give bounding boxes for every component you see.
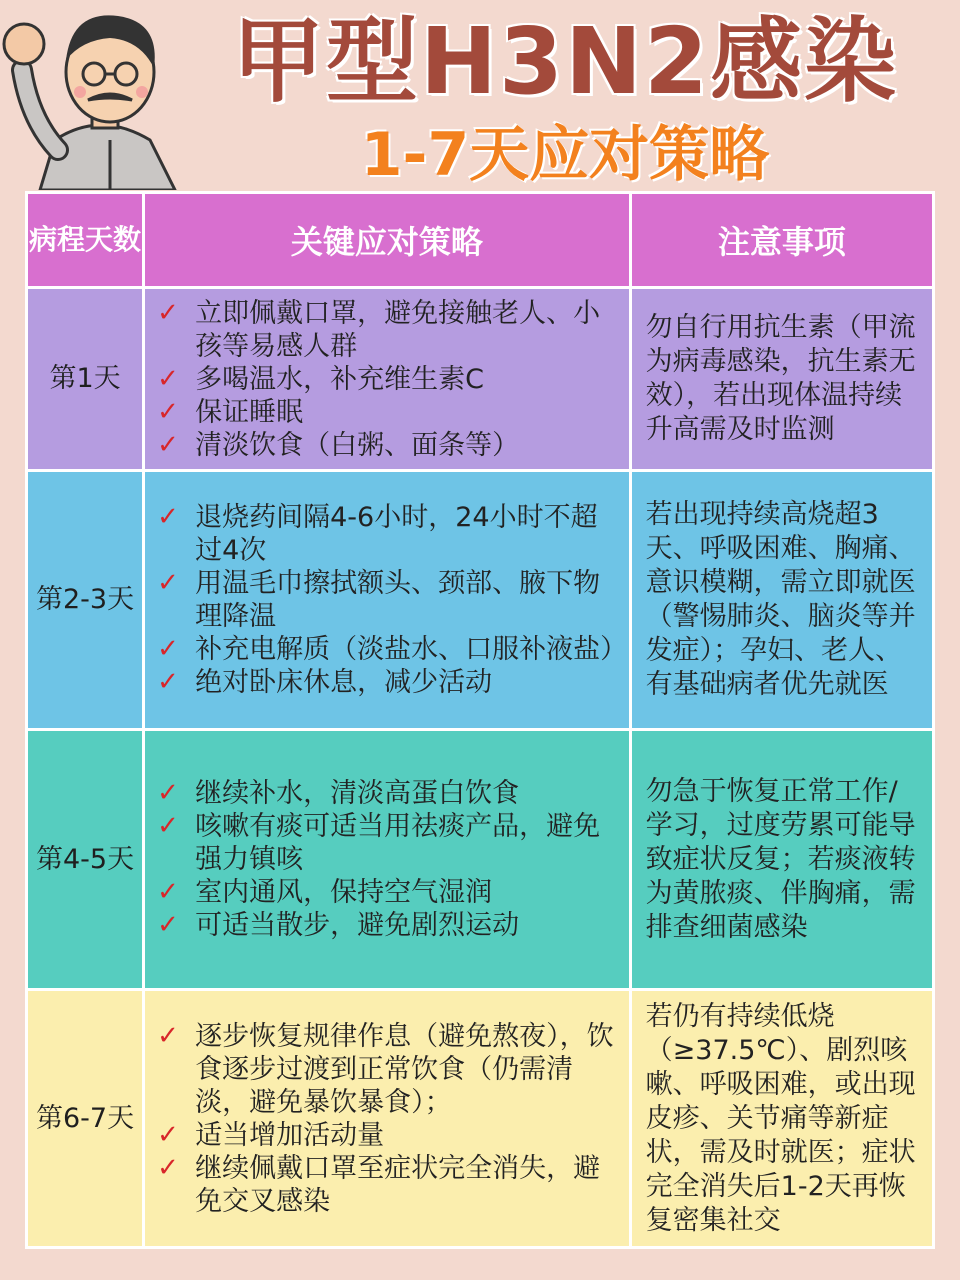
strategy-text: 退烧药间隔4-6小时，24小时不超过4次: [195, 502, 598, 566]
day-cell: 第4-5天: [27, 730, 144, 990]
table-row-day4-5: [27, 730, 934, 990]
check-mark-icon: ✓: [157, 297, 179, 328]
check-mark-icon: ✓: [157, 396, 179, 427]
column-header-strategy: 关键应对策略: [144, 193, 631, 288]
strategy-text: 保证睡眠: [195, 396, 304, 428]
strategy-text: 逐步恢复规律作息（避免熬夜），饮食逐步过渡到正常饮食（仍需清淡，避免暴饮暴食）；: [195, 1020, 614, 1118]
table-row-day2-3: [27, 471, 934, 730]
strategy-text: 室内通风，保持空气湿润: [195, 877, 493, 908]
check-mark-icon: ✓: [157, 1152, 179, 1183]
strategy-item: [157, 777, 615, 810]
day-cell: 第6-7天: [27, 990, 144, 1248]
check-mark-icon: ✓: [157, 877, 179, 907]
strategy-text: 可适当散步，避免剧烈运动: [195, 910, 520, 941]
day-cell: 第1天: [27, 288, 144, 471]
strategy-item: [157, 810, 615, 876]
strategy-item: [157, 297, 615, 363]
check-mark-icon: ✓: [157, 778, 179, 808]
strategy-item: [157, 1152, 615, 1218]
note-cell: 若出现持续高烧超3天、呼吸困难、胸痛、意识模糊，需立即就医（警惕肺炎、脑炎等并发症）；孕妇、老人、有基础病者优先就医: [630, 471, 933, 730]
page-header: [0, 0, 960, 190]
strategy-item: [157, 429, 615, 462]
check-mark-icon: ✓: [157, 1020, 179, 1051]
strategy-text: 绝对卧床休息，减少活动: [195, 667, 493, 698]
strategy-text: 继续补水，清淡高蛋白饮食: [195, 778, 520, 809]
strategy-item: [157, 1119, 615, 1152]
strategy-item: [157, 909, 615, 942]
cartoon-man-illustration: [0, 0, 200, 190]
check-mark-icon: ✓: [157, 568, 179, 598]
strategy-cell: [144, 730, 631, 990]
strategy-item: [157, 567, 615, 633]
strategy-text: 清淡饮食（白粥、面条等）: [195, 429, 520, 461]
strategy-cell: [144, 990, 631, 1248]
strategy-text: 咳嗽有痰可适当用祛痰产品，避免强力镇咳: [195, 811, 601, 875]
table-row-day6-7: [27, 990, 934, 1248]
strategy-item: [157, 396, 615, 429]
strategy-cell: [144, 471, 631, 730]
strategy-text: 多喝温水，补充维生素C: [195, 363, 484, 395]
note-cell: 勿急于恢复正常工作/学习，过度劳累可能导致症状反复；若痰液转为黄脓痰、伴胸痛，需排查细菌感染: [630, 730, 933, 990]
note-cell: 勿自行用抗生素（甲流为病毒感染，抗生素无效），若出现体温持续升高需及时监测: [630, 288, 933, 471]
strategy-table: [25, 191, 935, 1249]
table-header-row: [27, 193, 934, 288]
page-subtitle: 1-7天应对策略: [360, 120, 770, 190]
strategy-text: 用温毛巾擦拭额头、颈部、腋下物理降温: [195, 568, 601, 632]
strategy-item: [157, 1020, 615, 1119]
strategy-text: 立即佩戴口罩，避免接触老人、小孩等易感人群: [195, 297, 601, 362]
page-title: 甲型H3N2感染: [231, 8, 899, 115]
day-cell: 第2-3天: [27, 471, 144, 730]
strategy-cell: [144, 288, 631, 471]
strategy-text: 补充电解质（淡盐水、口服补液盐）: [195, 634, 628, 665]
check-mark-icon: ✓: [157, 910, 179, 940]
strategy-item: [157, 633, 628, 666]
check-mark-icon: ✓: [157, 502, 179, 532]
check-mark-icon: ✓: [157, 363, 179, 394]
column-header-notes: 注意事项: [630, 193, 933, 288]
strategy-item: [157, 666, 615, 699]
note-cell: 若仍有持续低烧（≥37.5℃）、剧烈咳嗽、呼吸困难，或出现皮疹、关节痛等新症状，需及时就医；症状完全消失后1-2天再恢复密集社交: [630, 990, 933, 1248]
strategy-item: [157, 363, 615, 396]
column-header-day: 病程天数: [27, 193, 144, 288]
strategy-text: 适当增加活动量: [195, 1119, 385, 1151]
check-mark-icon: ✓: [157, 429, 179, 460]
strategy-text: 继续佩戴口罩至症状完全消失，避免交叉感染: [195, 1152, 601, 1217]
check-mark-icon: ✓: [157, 634, 179, 664]
strategy-item: [157, 876, 615, 909]
strategy-item: [157, 501, 615, 567]
table-row-day1: [27, 288, 934, 471]
check-mark-icon: ✓: [157, 1119, 179, 1150]
check-mark-icon: ✓: [157, 811, 179, 841]
check-mark-icon: ✓: [157, 667, 179, 697]
